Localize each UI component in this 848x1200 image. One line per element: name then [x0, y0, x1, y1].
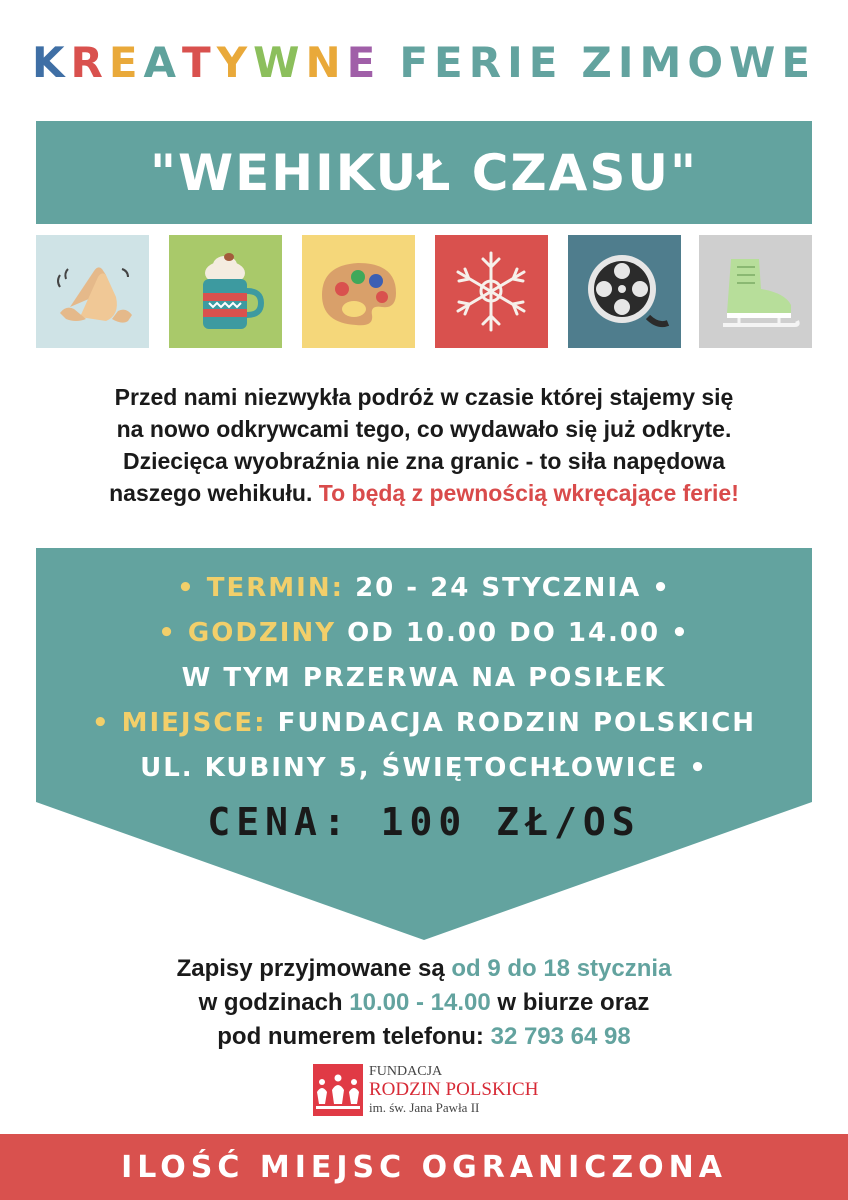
supertitle-letter: M [639, 38, 688, 87]
tile-snowflake [435, 235, 548, 348]
tile-clapping [36, 235, 149, 348]
signup-l1-plain: Zapisy przyjmowane są [176, 955, 452, 982]
supertitle-letter [381, 38, 399, 87]
foundation-logo-text [369, 1064, 538, 1115]
foundation-logo-icon [313, 1064, 363, 1116]
signup-l2-plain-end: w biurze oraz [490, 989, 650, 1016]
supertitle-letter: R [70, 38, 109, 87]
paint-palette-icon [302, 235, 415, 348]
activity-tiles [36, 235, 812, 348]
clapping-hands-icon [36, 235, 149, 348]
signup-info [30, 952, 818, 1054]
supertitle-letter: I [617, 38, 640, 87]
poster-title: "WEHIKUŁ CZASU" [149, 143, 699, 202]
hours-note: W TYM PRZERWA NA POSIŁEK [181, 663, 667, 693]
signup-phone: 32 793 64 98 [490, 1023, 631, 1050]
foundation-logo [313, 1064, 553, 1116]
logo-line-3: im. św. Jana Pawła II [369, 1100, 480, 1115]
signup-line-1 [30, 952, 818, 986]
supertitle-letter: K [31, 38, 71, 87]
intro-line-2: na nowo odkrywcami tego, co wydawało się już odkryte. [116, 416, 732, 442]
logo-line-2: RODZIN POLSKICH [369, 1079, 539, 1100]
hot-chocolate-mug-icon [169, 235, 282, 348]
term-bullet: • [177, 573, 196, 603]
term-line [36, 566, 812, 611]
hours-line [36, 611, 812, 656]
address-bullet-end: • [689, 753, 708, 783]
signup-hours: 10.00 - 14.00 [349, 989, 491, 1016]
place-line [36, 701, 812, 746]
signup-dates: od 9 do 18 stycznia [451, 955, 672, 982]
supertitle-letter: A [143, 38, 183, 87]
signup-line-3 [30, 1020, 818, 1054]
address-line [36, 746, 812, 791]
supertitle-letter: I [507, 38, 529, 87]
hours-bullet-end: • [671, 618, 690, 648]
event-details [36, 566, 812, 791]
intro-line-1: Przed nami niezwykła podróż w czasie której stajemy się [114, 384, 734, 410]
place-value: FUNDACJA RODZIN POLSKICH [277, 708, 757, 738]
supertitle-letter: Z [581, 38, 618, 87]
supertitle-letter: Y [216, 38, 254, 87]
supertitle-letter: W [253, 38, 306, 87]
film-reel-icon [568, 235, 681, 348]
footer-banner [0, 1134, 848, 1200]
supertitle-letter: N [305, 38, 347, 87]
supertitle-letter: E [346, 38, 382, 87]
supertitle-letter: T [182, 38, 217, 87]
supertitle-letter: E [108, 38, 144, 87]
supertitle-letter [563, 38, 581, 87]
title-banner [36, 121, 812, 224]
logo-line-1: FUNDACJA [369, 1064, 443, 1079]
limited-places-text: ILOŚĆ MIEJSC OGRANICZONA [121, 1149, 727, 1185]
intro-line-4 [30, 477, 818, 509]
price-text: CENA: 100 ZŁ/OS [207, 800, 641, 844]
supertitle-letter: R [468, 38, 508, 87]
place-address: UL. KUBINY 5, ŚWIĘTOCHŁOWICE [140, 753, 679, 783]
intro-line-3: Dziecięca wyobraźnia nie zna granic - to siła napędowa [122, 448, 725, 474]
term-bullet-end: • [652, 573, 671, 603]
hours-value: OD 10.00 DO 14.00 [347, 618, 661, 648]
place-label: MIEJSCE: [121, 708, 267, 738]
supertitle-letter: E [434, 38, 469, 87]
hours-bullet: • [158, 618, 177, 648]
signup-l2-plain: w godzinach [198, 989, 350, 1016]
tile-film-reel [568, 235, 681, 348]
ice-skate-icon [699, 235, 812, 348]
supertitle-letter: O [687, 38, 730, 87]
term-value: 20 - 24 STYCZNIA [355, 573, 642, 603]
place-bullet: • [91, 708, 111, 738]
signup-l3-plain: pod numerem telefonu: [217, 1023, 491, 1050]
signup-line-2 [30, 986, 818, 1020]
supertitle-letter: W [729, 38, 782, 87]
tile-palette [302, 235, 415, 348]
poster-supertitle [0, 38, 848, 87]
supertitle-letter: E [781, 38, 817, 87]
tile-ice-skate [699, 235, 812, 348]
intro-text [30, 381, 818, 509]
intro-line-4-plain: naszego wehikułu. [109, 480, 319, 506]
snowflake-icon [435, 235, 548, 348]
term-label: TERMIN: [206, 573, 344, 603]
hours-label: GODZINY [187, 618, 337, 648]
supertitle-letter: F [399, 38, 435, 87]
intro-highlight: To będą z pewnością wkręcające ferie! [318, 480, 739, 506]
tile-hot-chocolate [169, 235, 282, 348]
supertitle-letter: E [528, 38, 564, 87]
